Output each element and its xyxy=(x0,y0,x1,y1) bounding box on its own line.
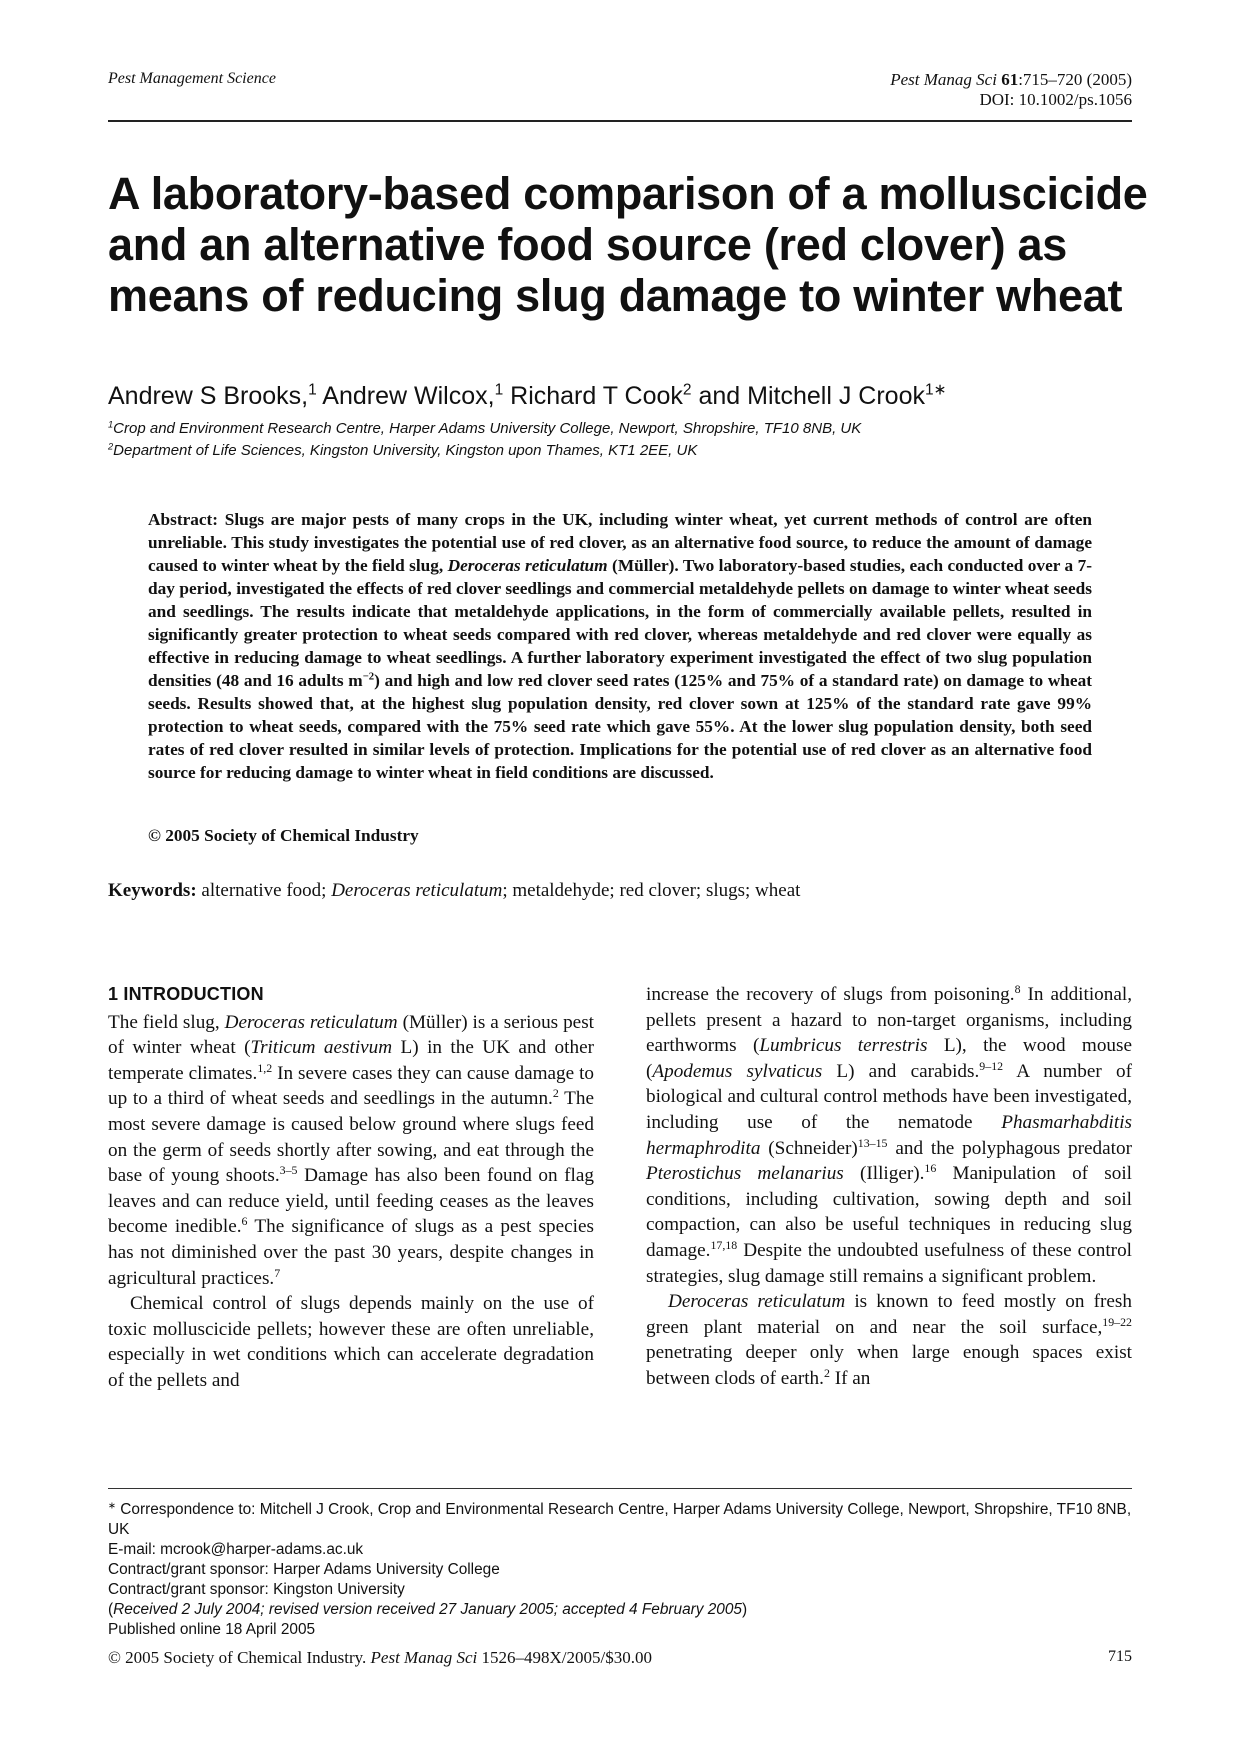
correspondence-note xyxy=(108,1500,1138,1540)
abstract-species: Deroceras reticulatum xyxy=(447,556,608,575)
header-rule xyxy=(108,120,1132,122)
citation-sup: 1,2 xyxy=(257,1060,273,1075)
section-heading: 1 INTRODUCTION xyxy=(108,984,264,1004)
citation-block xyxy=(890,70,1132,110)
species-name: Deroceras reticulatum xyxy=(224,1011,398,1033)
affiliation-text: Department of Life Sciences, Kingston University, Kingston upon Thames, KT1 2EE, UK xyxy=(113,442,698,459)
citation-sup: 2 xyxy=(823,1365,830,1380)
author: and Mitchell J Crook xyxy=(698,382,925,410)
text: Despite the undoubted usefulness of these control strategies, slug damage still remains a significant problem. xyxy=(646,1239,1132,1287)
sponsor-note: Contract/grant sponsor: Kingston University xyxy=(108,1581,405,1598)
species-name: Deroceras reticulatum xyxy=(668,1291,846,1313)
footer-issn: 1526–498X/2005/$30.00 xyxy=(477,1648,652,1667)
paren: ) xyxy=(741,1601,748,1618)
affiliation xyxy=(108,440,861,462)
body-column-right xyxy=(646,982,1132,1392)
citation-sup: 13–15 xyxy=(857,1135,888,1150)
dates-note xyxy=(108,1600,1138,1620)
footnote-text: Correspondence to: Mitchell J Crook, Crop and Environmental Research Centre, Harper Adams University College, Newport, Shropshire, TF10 8NB, UK xyxy=(108,1501,1132,1538)
text: If an xyxy=(829,1367,871,1389)
author: Andrew S Brooks, xyxy=(108,382,309,410)
body-column-left xyxy=(108,982,594,1394)
email-note: E-mail: mcrook@harper-adams.ac.uk xyxy=(108,1541,364,1558)
species-name: Phasmarhabditis hermaphrodita xyxy=(646,1111,1132,1159)
text: The field slug, xyxy=(108,1011,225,1033)
paragraph xyxy=(646,1289,1132,1391)
affiliation xyxy=(108,418,861,440)
footer-copyright xyxy=(108,1648,652,1668)
citation-sup: 16 xyxy=(924,1161,937,1176)
text: L), the wood mouse ( xyxy=(646,1035,1132,1082)
paragraph xyxy=(646,982,1132,1289)
text: In severe cases they can cause damage to up to a third of wheat seeds and seedlings in the autumn. xyxy=(108,1062,594,1110)
footnote-mark: ∗ xyxy=(108,1500,116,1512)
text: In additional, pellets present a hazard to non-target organisms, including earthworms ( xyxy=(646,984,1133,1057)
author-affil-sup: 1 xyxy=(494,381,504,399)
text: penetrating deeper only when large enough spaces exist between clods of earth. xyxy=(646,1342,1132,1389)
sponsor-note: Contract/grant sponsor: Harper Adams University College xyxy=(108,1561,500,1578)
author-list xyxy=(108,380,947,412)
citation-sup: 9–12 xyxy=(979,1058,1004,1073)
abstract-copyright: © 2005 Society of Chemical Industry xyxy=(148,826,419,845)
author-affil-sup: 1 xyxy=(308,381,317,399)
species-name: Apodemus sylvaticus xyxy=(652,1060,823,1082)
species-name: Lumbricus terrestris xyxy=(759,1035,928,1057)
text: (Müller) is a serious pest of winter wheat ( xyxy=(108,1011,594,1059)
abstract-sup: −2 xyxy=(362,670,375,683)
doi: DOI: 10.1002/ps.1056 xyxy=(979,90,1132,109)
affiliation-sup: 1 xyxy=(108,419,114,430)
received-dates: Received 2 July 2004; revised version received 27 January 2005; accepted 4 February 2005 xyxy=(113,1601,742,1618)
footer-text: © 2005 Society of Chemical Industry. xyxy=(108,1648,371,1667)
text: The most severe damage is caused below ground where slugs feed on the germ of seeds shortly after sowing, and eat through the base of young shoots. xyxy=(108,1088,595,1187)
citation-sup: 19–22 xyxy=(1102,1314,1132,1329)
abstract-text: ) and high and low red clover seed rates (125% and 75% of a standard rate) on damage to wheat seeds. Results showed that, at the highest slug population density, red clover sown at 125% of the standard rate gave 99% protection to wheat seeds, compared with the 75% seed rate which gave 55%. At the lower slug population density, both seed rates of red clover resulted in similar levels of protection. Implications for the potential use of red clover as an alternative food source for reducing damage to winter wheat in field conditions are discussed. xyxy=(148,671,1092,782)
text: Manipulation of soil conditions, including cultivation, sowing depth and soil compaction, can also be useful techniques in reducing slug damage. xyxy=(646,1163,1132,1261)
author-affil-sup: 1∗ xyxy=(924,381,947,399)
citation-pages: :715–720 (2005) xyxy=(1018,70,1132,89)
text: increase the recovery of slugs from poisoning. xyxy=(646,984,1015,1005)
citation-sup: 6 xyxy=(241,1214,248,1229)
text: is known to feed mostly on fresh green plant material on and near the soil surface, xyxy=(646,1291,1132,1338)
published-note: Published online 18 April 2005 xyxy=(108,1621,316,1638)
keywords-text: alternative food; xyxy=(196,880,332,901)
keywords-text: ; metaldehyde; red clover; slugs; wheat xyxy=(502,880,801,901)
keywords-label: Keywords: xyxy=(108,880,197,901)
text: A number of biological and cultural control methods have been investigated, including use of the nematode xyxy=(646,1060,1132,1133)
page-number: 715 xyxy=(1108,1648,1132,1665)
footnote-rule xyxy=(108,1488,1132,1489)
citation-sup: 2 xyxy=(552,1086,559,1101)
paragraph xyxy=(108,1010,594,1292)
citation-sup: 17,18 xyxy=(710,1237,738,1252)
affiliations xyxy=(108,418,861,462)
paragraph: Chemical control of slugs depends mainly on the use of toxic molluscicide pellets; however these are often unreliable, especially in wet conditions which can accelerate degradation of the pellets and xyxy=(108,1293,594,1391)
article-title: A laboratory-based comparison of a molluscicide and an alternative food source (red clover) as means of reducing slug damage to winter wheat xyxy=(108,168,1148,321)
affiliation-text: Crop and Environment Research Centre, Harper Adams University College, Newport, Shropshire, TF10 8NB, UK xyxy=(113,420,862,437)
paren: ( xyxy=(108,1601,114,1618)
text: Damage has also been found on flag leaves and can reduce yield, until feeding ceases as the leaves become inedible. xyxy=(108,1165,595,1238)
footer-journal: Pest Manag Sci xyxy=(370,1648,478,1667)
citation-journal: Pest Manag Sci xyxy=(890,70,997,89)
abstract-text: (Müller). Two laboratory-based studies, each conducted over a 7-day period, investigated the effects of red clover seedlings and commercial metaldehyde pellets on damage to winter wheat seeds and seedlings. The results indicate that metaldehyde applications, in the form of commercially available pellets, resulted in significantly greater protection to wheat seeds compared with red clover, whereas metaldehyde and red clover were equally as effective in reducing damage to wheat seedlings. A further laboratory experiment investigated the effect of two slug population densities (48 and 16 adults m xyxy=(148,556,1093,690)
citation-sup: 8 xyxy=(1014,981,1021,996)
species-name: Triticum aestivum xyxy=(250,1037,393,1059)
author: Richard T Cook xyxy=(510,382,683,410)
text: (Schneider) xyxy=(760,1137,858,1159)
keywords-italic: Deroceras reticulatum xyxy=(331,880,503,901)
text: The significance of slugs as a pest species has not diminished over the past 30 years, despite changes in agricultural practices. xyxy=(108,1216,594,1289)
text: and the polyphagous predator xyxy=(887,1137,1132,1159)
footnotes xyxy=(108,1500,1138,1640)
text: L) in the UK and other temperate climates. xyxy=(108,1037,594,1084)
author-affil-sup: 2 xyxy=(682,381,692,399)
species-name: Pterostichus melanarius xyxy=(646,1163,844,1185)
citation-line xyxy=(890,70,1132,90)
author: Andrew Wilcox, xyxy=(322,382,495,410)
text: (Illiger). xyxy=(843,1163,925,1185)
citation-sup: 7 xyxy=(274,1265,281,1280)
journal-name: Pest Management Science xyxy=(108,70,276,87)
keywords xyxy=(108,880,800,902)
abstract xyxy=(148,508,1092,784)
abstract-text: Slugs are major pests of many crops in the UK, including winter wheat, yet current methods of control are often unreliable. This study investigates the potential use of red clover, as an alternative food source, to reduce the amount of damage caused to winter wheat by the field slug, xyxy=(148,510,1092,575)
text: L) and carabids. xyxy=(822,1060,980,1082)
citation-volume: 61 xyxy=(1001,70,1019,89)
abstract-label: Abstract: xyxy=(148,510,219,529)
citation-sup: 3–5 xyxy=(279,1163,298,1178)
affiliation-sup: 2 xyxy=(108,441,114,452)
